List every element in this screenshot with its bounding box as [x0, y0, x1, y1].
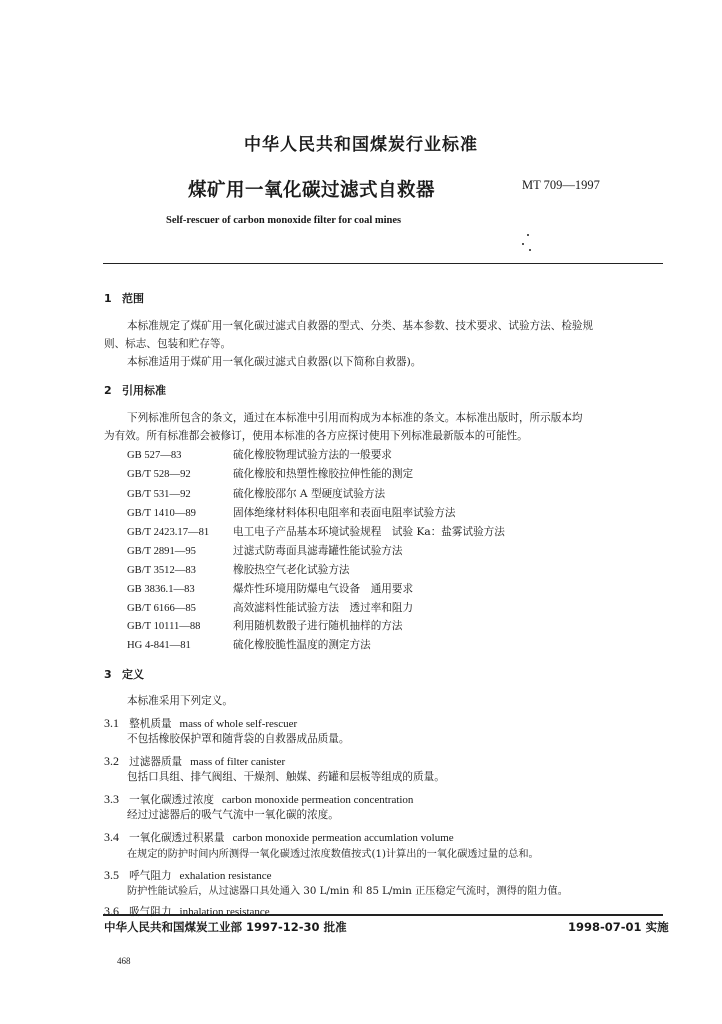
paragraph-line: 为有效。所有标准都会被修订，使用本标准的各方应探讨使用下列标准最新版本的可能性。	[104, 430, 528, 442]
definition-heading: 3.2 过滤器质量 mass of filter canister	[104, 754, 286, 768]
issuing-organization: 中华人民共和国煤炭行业标准	[244, 135, 478, 155]
reference-item: GB/T 2891—95 过滤式防毒面具滤毒罐性能试验方法	[127, 545, 403, 557]
standard-code: MT 709—1997	[522, 178, 600, 192]
paragraph-line: 则、标志、包装和贮存等。	[104, 338, 232, 350]
reference-item: GB/T 528—92 硫化橡胶和热塑性橡胶拉伸性能的测定	[127, 468, 414, 480]
scan-speck	[527, 234, 529, 236]
reference-item: GB 527—83 硫化橡胶物理试验方法的一般要求	[127, 449, 392, 461]
header-rule	[103, 263, 663, 264]
reference-item: GB/T 531—92 硫化橡胶邵尔 A 型硬度试验方法	[127, 488, 386, 500]
definition-text: 经过过滤器后的吸气气流中一氧化碳的浓度。	[127, 809, 339, 821]
definition-heading: 3.3 一氧化碳透过浓度 carbon monoxide permeation concentration	[104, 792, 414, 806]
definition-text: 防护性能试验后，从过滤器口具处通入 30 L/min 和 85 L/min 正压稳定气流时，测得的阻力值。	[127, 886, 568, 897]
definition-heading: 3.1 整机质量 mass of whole self-rescuer	[104, 716, 298, 730]
definition-heading: 3.4 一氧化碳透过积累量 carbon monoxide permeation accumlation volume	[104, 830, 454, 844]
section-heading-references: 2 引用标准	[104, 384, 166, 397]
definition-heading: 3.5 呼气阻力 exhalation resistance	[104, 868, 272, 882]
reference-item: GB/T 6166—85 高效滤料性能试验方法 透过率和阻力	[127, 602, 414, 614]
section-heading-definitions: 3 定义	[104, 668, 144, 681]
definition-text: 包括口具组、排气阀组、干燥剂、触媒、药罐和层板等组成的质量。	[127, 771, 445, 783]
reference-item: GB/T 10111—88 利用随机数骰子进行随机抽样的方法	[127, 620, 403, 632]
footer-rule	[103, 914, 663, 916]
scan-speck	[522, 243, 524, 245]
paragraph-line: 下列标准所包含的条文，通过在本标准中引用而构成为本标准的条文。本标准出版时，所示版本均	[127, 412, 583, 424]
paragraph-line: 本标准规定了煤矿用一氧化碳过滤式自救器的型式、分类、基本参数、技术要求、试验方法、检验规	[127, 320, 594, 332]
definition-text: 在规定的防护时间内所测得一氧化碳透过浓度数值按式(1)计算出的一氧化碳透过量的总和。	[127, 849, 539, 860]
section-heading-scope: 1 范围	[104, 292, 144, 305]
document-title: 煤矿用一氧化碳过滤式自救器	[188, 180, 436, 201]
implementation-date: 1998-07-01 实施	[568, 920, 669, 934]
reference-item: GB/T 3512—83 橡胶热空气老化试验方法	[127, 564, 350, 576]
page-number: 468	[117, 956, 131, 966]
english-title: Self-rescuer of carbon monoxide filter for coal mines	[166, 215, 402, 226]
reference-item: HG 4-841—81 硫化橡胶脆性温度的测定方法	[127, 639, 371, 651]
reference-item: GB 3836.1—83 爆炸性环境用防爆电气设备 通用要求	[127, 583, 414, 595]
approval-line: 中华人民共和国煤炭工业部 1997-12-30 批准	[104, 920, 347, 934]
paragraph-line: 本标准适用于煤矿用一氧化碳过滤式自救器(以下简称自救器)。	[127, 356, 422, 368]
reference-item: GB/T 1410—89 固体绝缘材料体积电阻率和表面电阻率试验方法	[127, 507, 456, 519]
definition-heading: 3.6 吸气阻力 inhalation resistance	[104, 904, 270, 918]
scan-speck	[529, 249, 531, 251]
definition-text: 不包括橡胶保护罩和随背袋的自救器成品质量。	[127, 733, 350, 745]
reference-item: GB/T 2423.17—81 电工电子产品基本环境试验规程 试验 Ka：盐雾试验方法	[127, 526, 505, 538]
paragraph-line: 本标准采用下列定义。	[127, 695, 233, 707]
